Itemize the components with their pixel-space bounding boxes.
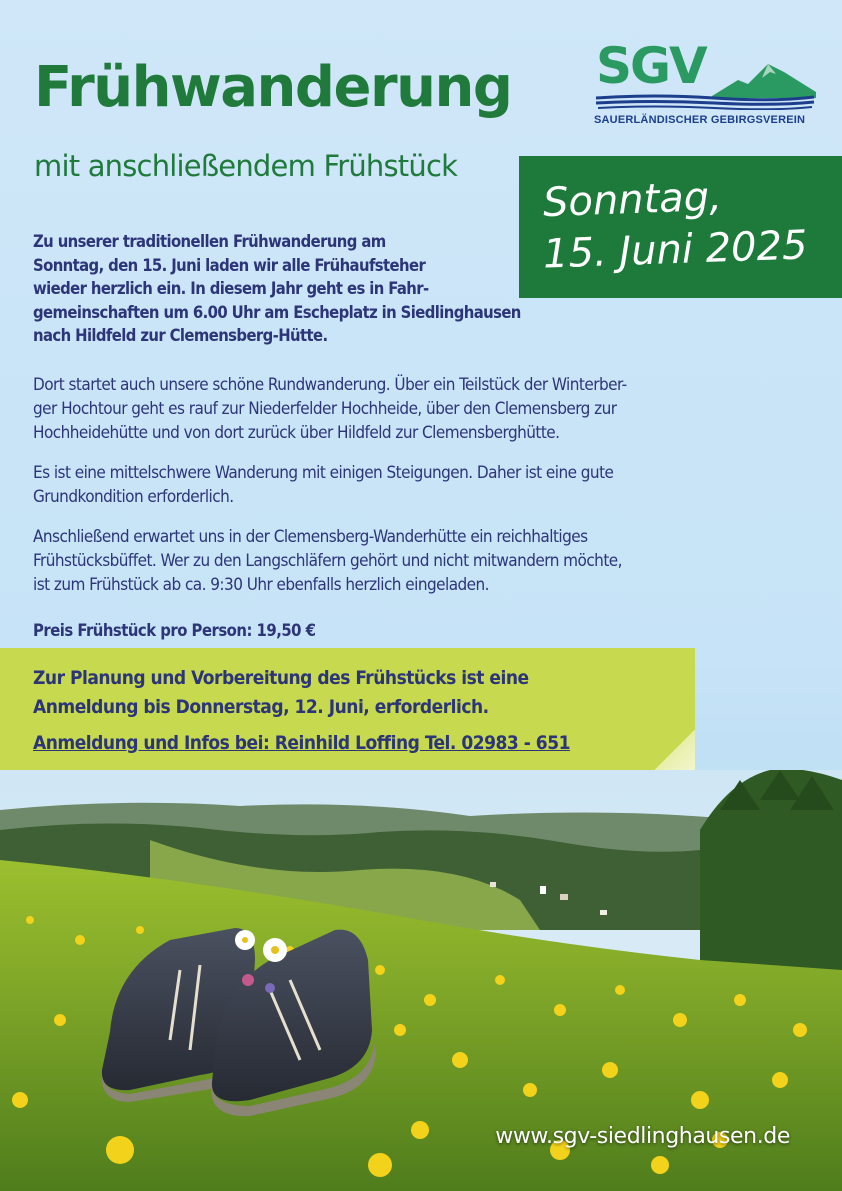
text-line: ger Hochtour geht es rauf zur Niederfelder Hochheide, über den Clemensberg zur [33, 399, 617, 419]
difficulty-paragraph [33, 461, 613, 509]
sgv-logo [594, 36, 816, 128]
page-title: Frühwanderung [34, 55, 512, 120]
text-line: Es ist eine mittelschwere Wanderung mit einigen Steigungen. Daher ist eine gute [33, 463, 614, 483]
intro-line: Sonntag, den 15. Juni laden wir alle Frühaufsteher [33, 255, 426, 275]
intro-line: nach Hildfeld zur Clemensberg-Hütte. [33, 326, 328, 345]
breakfast-paragraph [33, 525, 622, 597]
intro-line: wieder herzlich ein. In diesem Jahr geht es in Fahr- [33, 279, 429, 298]
logo-wordmark: SGV [596, 37, 706, 95]
date-weekday: Sonntag, [542, 173, 723, 227]
contact-info-link[interactable]: Anmeldung und Infos bei: Reinhild Loffing Tel. 02983 - 651 [33, 732, 570, 754]
text-line: ist zum Frühstück ab ca. 9:30 Uhr ebenfalls herzlich eingeladen. [33, 575, 489, 595]
text-line: Hochheidehütte und von dort zurück über Hildfeld zur Clemensberghütte. [33, 423, 560, 443]
text-line: Frühstücksbüffet. Wer zu den Langschläfern gehört und nicht mitwandern möchte, [33, 551, 622, 571]
text-line: Dort startet auch unsere schöne Rundwanderung. Über ein Teilstück der Winterber- [33, 375, 627, 395]
page-subtitle: mit anschließendem Frühstück [34, 149, 458, 183]
price-line: Preis Frühstück pro Person: 19,50 € [33, 621, 316, 640]
website-link[interactable]: www.sgv-siedlinghausen.de [495, 1124, 790, 1149]
route-paragraph [33, 373, 627, 445]
intro-paragraph [33, 230, 521, 348]
registration-line-1: Zur Planung und Vorbereitung des Frühstücks ist eine [33, 667, 529, 689]
logo-subtitle: SAUERLÄNDISCHER GEBIRGSVEREIN [594, 114, 806, 126]
intro-line: Zu unserer traditionellen Frühwanderung am [33, 232, 386, 251]
text-line: Grundkondition erforderlich. [33, 487, 234, 507]
wave-lines-icon [594, 94, 816, 110]
intro-line: gemeinschaften um 6.00 Uhr am Escheplatz in Siedlinghausen [33, 302, 521, 322]
text-line: Anschließend erwartet uns in der Clemensberg-Wanderhütte ein reichhaltiges [33, 527, 588, 547]
date-box [519, 156, 842, 298]
date-day: 15. Juni 2025 [542, 222, 809, 278]
page-curl-corner [655, 728, 695, 770]
registration-line-2: Anmeldung bis Donnerstag, 12. Juni, erforderlich. [33, 696, 489, 718]
